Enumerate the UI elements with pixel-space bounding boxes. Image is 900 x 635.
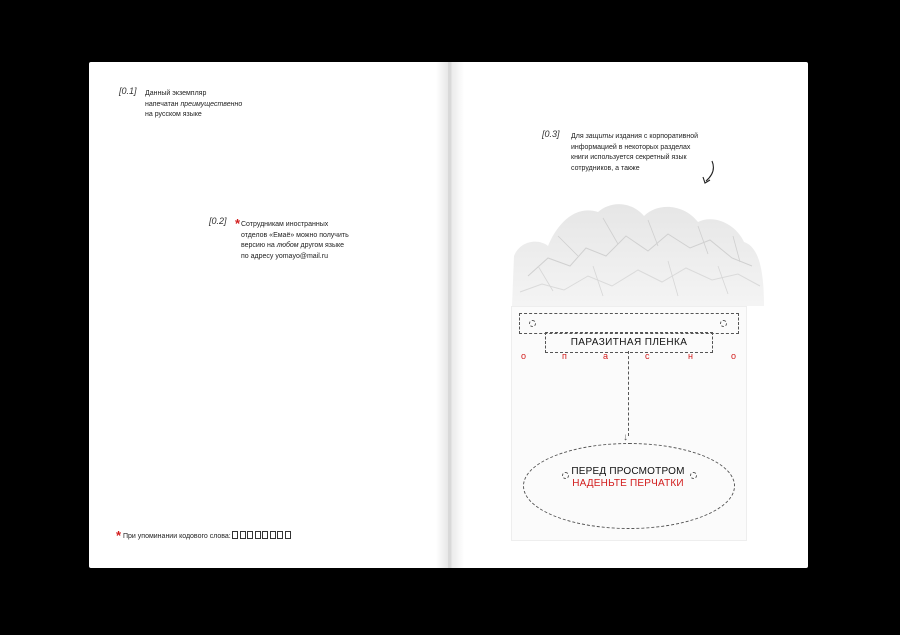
left-page [89, 62, 449, 568]
hole-icon [529, 320, 536, 327]
footnote-asterisk: * [116, 528, 122, 543]
code-box [262, 531, 268, 539]
parasitic-film-foil [508, 196, 768, 306]
warning-letter: о [731, 351, 737, 361]
note-number-0-1: [0.1] [119, 86, 137, 96]
curved-arrow-icon [699, 160, 717, 186]
warning-letter: с [645, 351, 650, 361]
arrow-down-icon: ↓ [623, 432, 628, 443]
note-0-2-text: Сотрудникам иностранных отделов «Емаё» можно получить версию на любом другом языке по адресу yomayo@mail.ru [241, 221, 349, 260]
code-box [240, 531, 246, 539]
code-box [270, 531, 276, 539]
tag-strip [519, 313, 739, 334]
code-word-boxes [231, 531, 291, 543]
code-box [232, 531, 238, 539]
instruction-line-1: ПЕРЕД ПРОСМОТРОМ [571, 466, 685, 477]
note-number-0-3: [0.3] [542, 129, 560, 139]
asterisk-mark: * [235, 216, 241, 231]
note-0-3-text: Для защиты издания с корпоративной информацией в некоторых разделах книги используется секретный язык сотрудников, а также [571, 133, 699, 172]
warning-letter: п [562, 351, 567, 361]
warning-letter: о [521, 351, 527, 361]
instruction-line-2: НАДЕНЬТЕ ПЕРЧАТКИ [572, 478, 684, 489]
code-box [247, 531, 253, 539]
hole-icon [720, 320, 727, 327]
footnote-text: При упоминании кодового слова: [123, 531, 291, 543]
warning-letter: н [688, 351, 693, 361]
book-spine [448, 62, 451, 568]
code-box [255, 531, 261, 539]
dashed-connector [628, 351, 629, 436]
warning-letter: а [603, 351, 609, 361]
film-label: ПАРАЗИТНАЯ ПЛЕНКА [545, 332, 713, 353]
code-box [285, 531, 291, 539]
note-0-1-text: Данный экземпляр напечатан преимущественно на русском языке [145, 90, 243, 118]
code-box [277, 531, 283, 539]
note-number-0-2: [0.2] [209, 216, 227, 226]
